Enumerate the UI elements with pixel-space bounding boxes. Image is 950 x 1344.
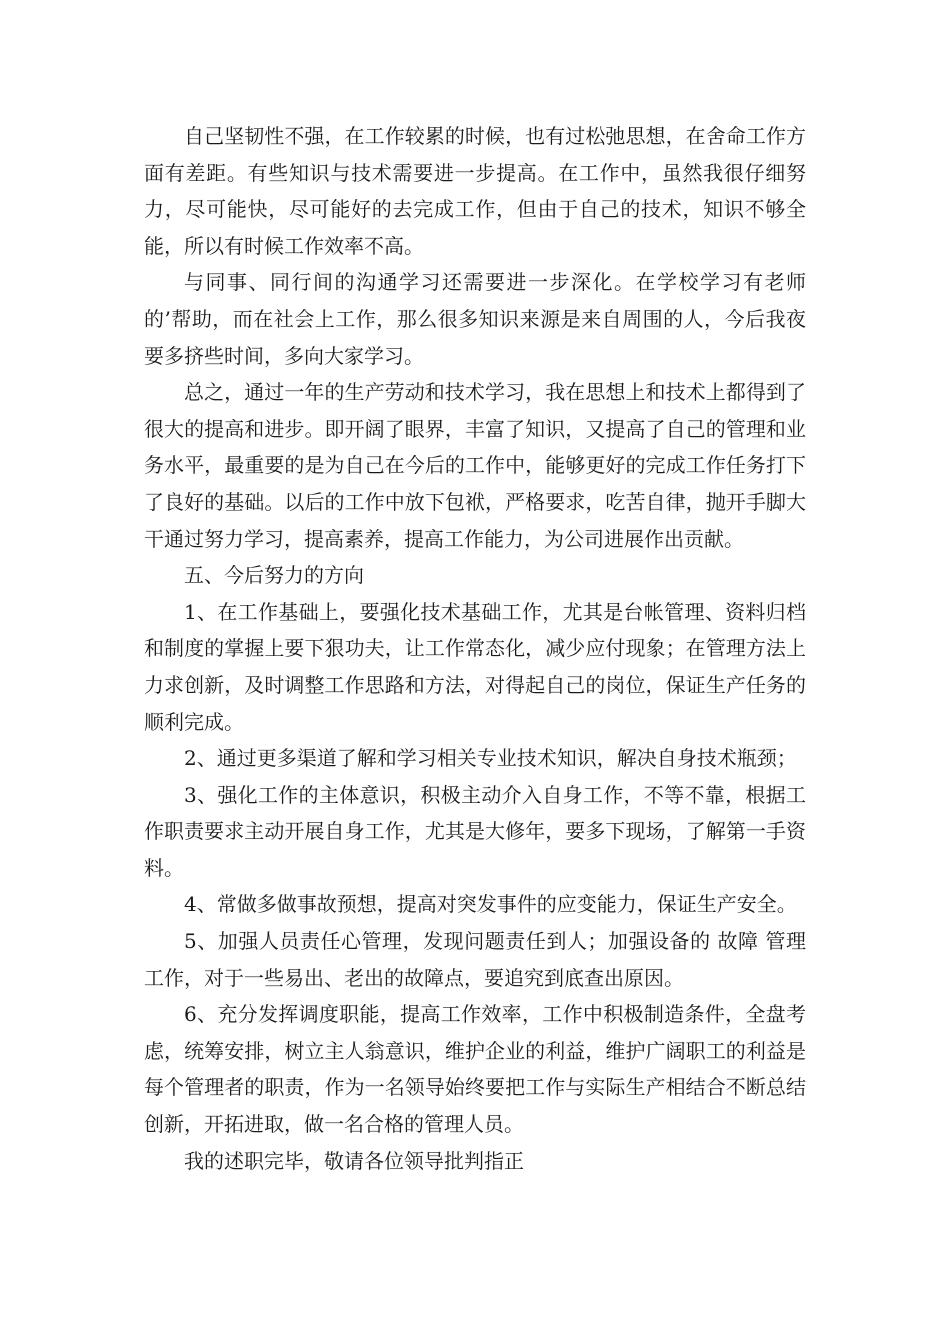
list-item-4: 4、常做多做事故预想，提高对突发事件的应变能力，保证生产安全。 [184, 892, 797, 917]
paragraph-shortcomings: 自己坚韧性不强，在工作较累的时候，也有过松弛思想，在舍命工作方面有差距。有些知识与技术需要进一步提高。在工作中，虽然我很仔细努力，尽可能快，尽可能好的去完成工作，但由于自己的技术，知识不够全能，所以有时候工作效率不高。 [144, 124, 806, 258]
list-item-2: 2、通过更多渠道了解和学习相关专业技术知识，解决自身技术瓶颈； [184, 746, 797, 771]
closing-paragraph: 我的述职完毕，敬请各位领导批判指正 [184, 1148, 524, 1173]
list-item-5: 5、加强人员责任心管理，发现问题责任到人；加强设备的 故障 管理工作，对于一些易出、老出的故障点，要追究到底查出原因。 [144, 929, 806, 990]
document-body [144, 118, 806, 1179]
list-item-3: 3、强化工作的主体意识，积极主动介入自身工作，不等不靠，根据工作职责要求主动开展自身工作，尤其是大修年，要多下现场，了解第一手资料。 [144, 782, 806, 880]
paragraph-summary: 总之，通过一年的生产劳动和技术学习，我在思想上和技术上都得到了很大的提高和进步。即开阔了眼界，丰富了知识，又提高了自己的管理和业务水平，最重要的是为自己在今后的工作中，能够更好的完成工作任务打下了良好的基础。以后的工作中放下包袱，严格要求，吃苦自律，抛开手脚大干通过努力学习，提高素养，提高工作能力，为公司进展作出贡献。 [144, 380, 806, 551]
list-item-6: 6、充分发挥调度职能，提高工作效率，工作中积极制造条件，全盘考虑，统筹安排，树立主人翁意识，维护企业的利益，维护广阔职工的利益是每个管理者的职责，作为一名领导始终要把工作与实际生产相结合不断总结创新，开拓进取，做一名合格的管理人员。 [144, 1002, 806, 1137]
paragraph-communication: 与同事、同行间的沟通学习还需要进一步深化。在学校学习有老师的’帮助，而在社会上工作，那么很多知识来源是来自周围的人，今后我夜要多挤些时间，多向大家学习。 [144, 270, 806, 368]
section-heading-future-direction: 五、今后努力的方向 [184, 563, 364, 588]
list-item-1: 1、在工作基础上，要强化技术基础工作，尤其是台帐管理、资料归档和制度的掌握上要下狠功夫，让工作常态化，减少应付现象；在管理方法上力求创新，及时调整工作思路和方法，对得起自己的岗位，保证生产任务的顺利完成。 [144, 599, 806, 734]
